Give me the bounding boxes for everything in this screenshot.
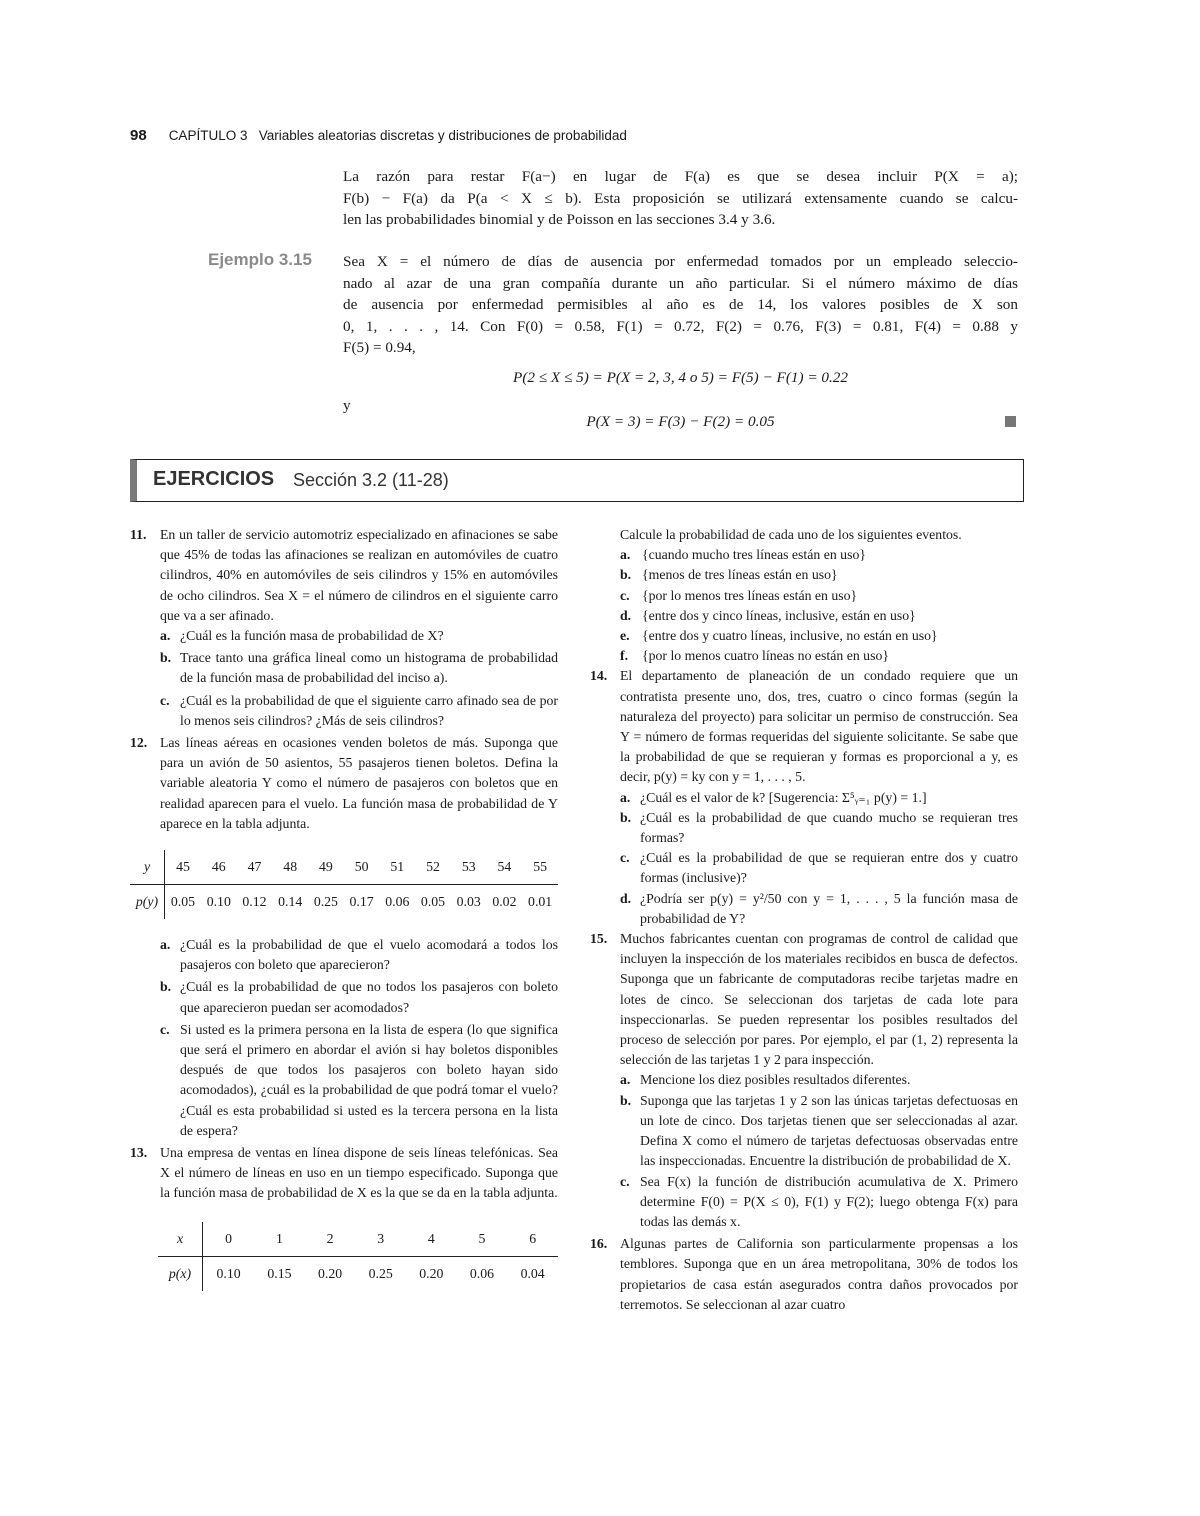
exercise-text: Muchos fabricantes cuentan con programas de control de calidad que incluyen la inspección de los materiales recibidos en busca de defectos. Suponga que un fabricante de computadoras recibe tarjetas madre en lotes de cinco. Se seleccionan dos tarjetas de cada lote para inspeccionarlas. Se pueden representar los posibles resultados del proceso de selección por pares. Por ejemplo, el par (1, 2) representa la selección de las tarjetas 1 y 2 para inspección.	[620, 931, 1018, 1068]
equation-2: P(X = 3) = F(3) − F(2) = 0.05	[586, 413, 775, 430]
part-text: ¿Cuál es la probabilidad de que se requieran entre dos y cuatro formas (inclusive)?	[640, 850, 1018, 886]
exercise-14-b	[590, 808, 1018, 848]
table-value-cell: 0	[203, 1222, 255, 1257]
part-text: {cuando mucho tres líneas están en uso}	[642, 547, 866, 563]
part-text: {entre dos y cinco líneas, inclusive, están en uso}	[642, 607, 916, 623]
exercise-text: Las líneas aéreas en ocasiones venden boletos de más. Suponga que para un avión de 50 asientos, 55 pasajeros tienen boletos. Defina la variable aleatoria Y como el número de pasajeros con boletos que en realidad aparecen para el vuelo. La función masa de probabilidad de Y aparece en la tabla adjunta.	[160, 735, 558, 831]
exercise-11-b	[130, 648, 558, 688]
table-value-cell: 2	[305, 1222, 356, 1257]
table-value-cell: 49	[308, 850, 344, 885]
exercise-13-d	[590, 606, 1018, 626]
example-line: de ausencia por enfermedad permisibles al año es de 14, los valores posibles de X son	[343, 296, 1018, 313]
table-prob-cell: 0.17	[349, 893, 374, 909]
table-prob-cell: 0.12	[242, 893, 267, 909]
exercise-number: 14.	[590, 668, 608, 684]
table-prob-cell: 0.05	[170, 893, 196, 909]
table-prob-cell: 0.25	[313, 893, 338, 909]
part-text: Si usted es la primera persona en la lista de espera (lo que significa que será el primero en abordar el avión si hay boletos disponibles después de que todos los pasajeros con boleto hayan sido acomodados), ¿cuál es la probabilidad de que podrá tomar el vuelo? ¿Cuál es esta probabilidad si usted es la tercera persona en la lista de espera?	[180, 1021, 558, 1138]
part-text: ¿Cuál es la función masa de probabilidad de X?	[180, 628, 444, 644]
part-letter: a.	[160, 628, 171, 644]
intro-line: len las probabilidades binomial y de Poisson en las secciones 3.4 y 3.6.	[343, 211, 776, 228]
table-prob-cell: 0.04	[520, 1265, 545, 1281]
part-letter: e.	[620, 628, 630, 644]
table-prob-cell: 0.10	[216, 1265, 241, 1281]
exercise-15-c	[590, 1172, 1018, 1233]
exercise-12-a	[130, 935, 558, 975]
intro-paragraph	[343, 166, 1018, 231]
exercise-number: 15.	[590, 931, 608, 947]
part-letter: a.	[620, 1072, 631, 1088]
table-value-cell: 55	[522, 850, 558, 885]
page-number: 98	[130, 127, 147, 144]
table-value-cell: 48	[272, 850, 308, 885]
exercise-12-c	[130, 1020, 558, 1141]
part-letter: a.	[620, 547, 631, 563]
row-label: p(x)	[158, 1256, 203, 1291]
row-label: x	[158, 1222, 203, 1257]
part-text: ¿Cuál es la probabilidad de que el vuelo acomodará a todos los pasajeros con boleto que aparecieron?	[180, 937, 558, 973]
table-prob-cell: 0.20	[318, 1265, 343, 1281]
exercise-11-a	[130, 626, 558, 646]
part-letter: c.	[620, 587, 630, 603]
table-value-cell: 4	[406, 1222, 457, 1257]
part-text: {por lo menos tres líneas están en uso}	[642, 587, 858, 603]
exercise-12-b	[130, 977, 558, 1017]
exercises-title: EJERCICIOS	[153, 468, 275, 490]
part-letter: b.	[160, 650, 172, 666]
part-text: Trace tanto una gráfica lineal como un histograma de probabilidad de la función masa de probabilidad del inciso a).	[180, 650, 558, 686]
part-letter: b.	[620, 1092, 632, 1108]
probability-table-x	[158, 1222, 558, 1291]
exercise-16	[590, 1234, 1018, 1315]
exercise-text: Algunas partes de California son particularmente propensas a los temblores. Suponga que en un área metropolitana, 30% de todos los propietarios de casa están asegurados contra daños provocados por terremotos. Se seleccionan al azar cuatro	[620, 1236, 1018, 1312]
exercise-11-c	[130, 691, 558, 731]
chapter-title: Variables aleatorias discretas y distribuciones de probabilidad	[258, 128, 627, 143]
part-letter: c.	[620, 1173, 630, 1189]
part-letter: b.	[620, 567, 632, 583]
part-text: {menos de tres líneas están en uso}	[642, 567, 838, 583]
part-letter: c.	[160, 1021, 170, 1037]
chapter-label: CAPÍTULO 3	[168, 128, 248, 143]
table-value-cell: 51	[379, 850, 415, 885]
exercise-11	[130, 525, 558, 626]
part-letter: c.	[160, 692, 170, 708]
table-value-cell: 53	[451, 850, 487, 885]
table-value-cell: 52	[415, 850, 451, 885]
exercise-13	[130, 1143, 558, 1204]
example-body	[343, 251, 1018, 359]
exercise-14-a	[590, 788, 1018, 808]
table-prob-cell: 0.06	[469, 1265, 495, 1281]
exercise-14	[590, 666, 1018, 787]
exercise-text: Una empresa de ventas en línea dispone de seis líneas telefónicas. Sea X el número de líneas en uso en un tiempo especificado. Suponga que la función masa de probabilidad de X es la que se da en la tabla adjunta.	[160, 1145, 558, 1201]
table-prob-cell: 0.14	[278, 893, 303, 909]
table-value-cell: 47	[237, 850, 273, 885]
example-line: 0, 1, . . . , 14. Con F(0) = 0.58, F(1) = 0.72, F(2) = 0.76, F(3) = 0.81, F(4) = 0.88 y	[343, 317, 1018, 335]
part-letter: c.	[620, 850, 630, 866]
exercise-text: El departamento de planeación de un condado requiere que un contratista presente uno, dos, tres, cuatro o cinco formas (según la naturaleza del proyecto) para solicitar un permiso de construcción. Sea Y = número de formas requeridas del siguiente solicitante. Se sabe que la probabilidad de que se requieran y formas es proporcional a y, es decir, p(y) = ky con y = 1, . . . , 5.	[620, 668, 1018, 785]
intro-line: F(b) − F(a) da P(a < X ≤ b). Esta proposición se utilizará extensamente cuando se calcu-	[343, 189, 1018, 207]
table-prob-cell: 0.06	[385, 893, 410, 909]
table-value-cell: 50	[344, 850, 380, 885]
part-text: ¿Cuál es la probabilidad de que cuando mucho se requieran tres formas?	[640, 809, 1018, 846]
row-label: y	[130, 850, 165, 885]
exercise-15-a	[590, 1070, 1018, 1090]
intro-line: La razón para restar F(a−) en lugar de F(a) es que se desea incluir P(X = a);	[343, 168, 1018, 185]
end-of-example-marker	[1005, 416, 1016, 427]
left-column	[130, 525, 558, 1291]
table-prob-cell: 0.03	[456, 893, 481, 909]
table-value-cell: 5	[457, 1222, 508, 1257]
exercise-14-d	[590, 889, 1018, 929]
part-letter: d.	[620, 607, 632, 623]
exercise-13-b	[590, 565, 1018, 585]
conjunction-y: y	[343, 397, 351, 414]
part-letter: b.	[160, 979, 172, 995]
part-letter: a.	[160, 937, 171, 953]
exercise-14-c	[590, 848, 1018, 888]
table-value-cell: 54	[487, 850, 523, 885]
table-value-cell: 3	[355, 1222, 406, 1257]
exercise-15	[590, 929, 1018, 1070]
table-value-cell: 6	[507, 1222, 558, 1257]
exercise-13-e	[590, 626, 1018, 646]
equation-1: P(2 ≤ X ≤ 5) = P(X = 2, 3, 4 o 5) = F(5) − F(1) = 0.22	[513, 369, 848, 386]
part-letter: d.	[620, 890, 632, 906]
table-prob-cell: 0.02	[492, 893, 517, 909]
part-text: {entre dos y cuatro líneas, inclusive, no están en uso}	[642, 628, 938, 644]
right-column	[590, 525, 1018, 1315]
part-letter: f.	[620, 648, 629, 664]
table-value-cell: 46	[201, 850, 237, 885]
exercise-number: 16.	[590, 1236, 608, 1252]
part-text: Mencione los diez posibles resultados diferentes.	[640, 1072, 911, 1088]
exercise-13-continuation: Calcule la probabilidad de cada uno de los siguientes eventos.	[620, 527, 962, 542]
part-text: Suponga que las tarjetas 1 y 2 son las únicas tarjetas defectuosas en un lote de cinco. Dos tarjetas tienen que ser seleccionadas al azar. Defina X como el número de tarjetas defectuosas observadas entre las inspeccionadas. Encuentre la distribución de probabilidad de X.	[640, 1092, 1018, 1169]
part-text: Sea F(x) la función de distribución acumulativa de X. Primero determine F(0) = P(X ≤ 0), F(1) y F(2); luego obtenga F(x) para todas las demás x.	[640, 1173, 1018, 1229]
exercise-text: En un taller de servicio automotriz especializado en afinaciones se sabe que 45% de todas las afinaciones se realizan en automóviles de cuatro cilindros, 40% en automóviles de seis cilindros y 15% en automóviles de ocho cilindros. Sea X = el número de cilindros en el siguiente carro que va a ser afinado.	[160, 527, 558, 623]
exercise-number: 12.	[130, 735, 148, 751]
example-label: Ejemplo 3.15	[208, 250, 312, 269]
part-letter: b.	[620, 809, 632, 825]
table-prob-cell: 0.20	[419, 1265, 444, 1281]
table-prob-cell: 0.01	[528, 893, 553, 909]
part-letter: a.	[620, 789, 631, 805]
table-value-cell: 45	[165, 850, 201, 885]
part-text: ¿Podría ser p(y) = y²/50 con y = 1, . . . , 5 la función masa de probabilidad de Y?	[640, 890, 1018, 926]
exercise-15-b	[590, 1091, 1018, 1172]
exercise-13-f	[590, 646, 1018, 666]
row-label: p(y)	[130, 885, 165, 920]
example-line: Sea X = el número de días de ausencia por enfermedad tomados por un empleado seleccio-	[343, 253, 1018, 270]
part-text: ¿Cuál es el valor de k? [Sugerencia: Σ⁵ᵧ₌₁ p(y) = 1.]	[640, 789, 927, 805]
table-prob-cell: 0.10	[206, 893, 231, 909]
part-text: ¿Cuál es la probabilidad de que el siguiente carro afinado sea de por lo menos seis cilindros? ¿Más de seis cilindros?	[180, 692, 558, 728]
exercise-13-a	[590, 545, 1018, 565]
table-prob-cell: 0.25	[368, 1265, 393, 1281]
table-prob-cell: 0.15	[267, 1265, 292, 1281]
running-head	[130, 127, 1030, 144]
exercise-number: 11.	[130, 527, 147, 542]
exercises-section: Sección 3.2 (11-28)	[293, 470, 449, 490]
exercise-12	[130, 733, 558, 834]
exercise-number: 13.	[130, 1145, 148, 1161]
table-value-cell: 1	[254, 1222, 305, 1257]
table-prob-cell: 0.05	[420, 893, 446, 909]
probability-table-y	[130, 850, 558, 919]
part-text: {por lo menos cuatro líneas no están en uso}	[642, 648, 889, 664]
example-line: nado al azar de una gran compañía durante un año particular. Si el número máximo de días	[343, 274, 1018, 292]
part-text: ¿Cuál es la probabilidad de que no todos los pasajeros con boleto que aparecieron puedan ser acomodados?	[180, 979, 558, 1015]
example-line: F(5) = 0.94,	[343, 339, 416, 356]
exercise-13-c	[590, 586, 1018, 606]
